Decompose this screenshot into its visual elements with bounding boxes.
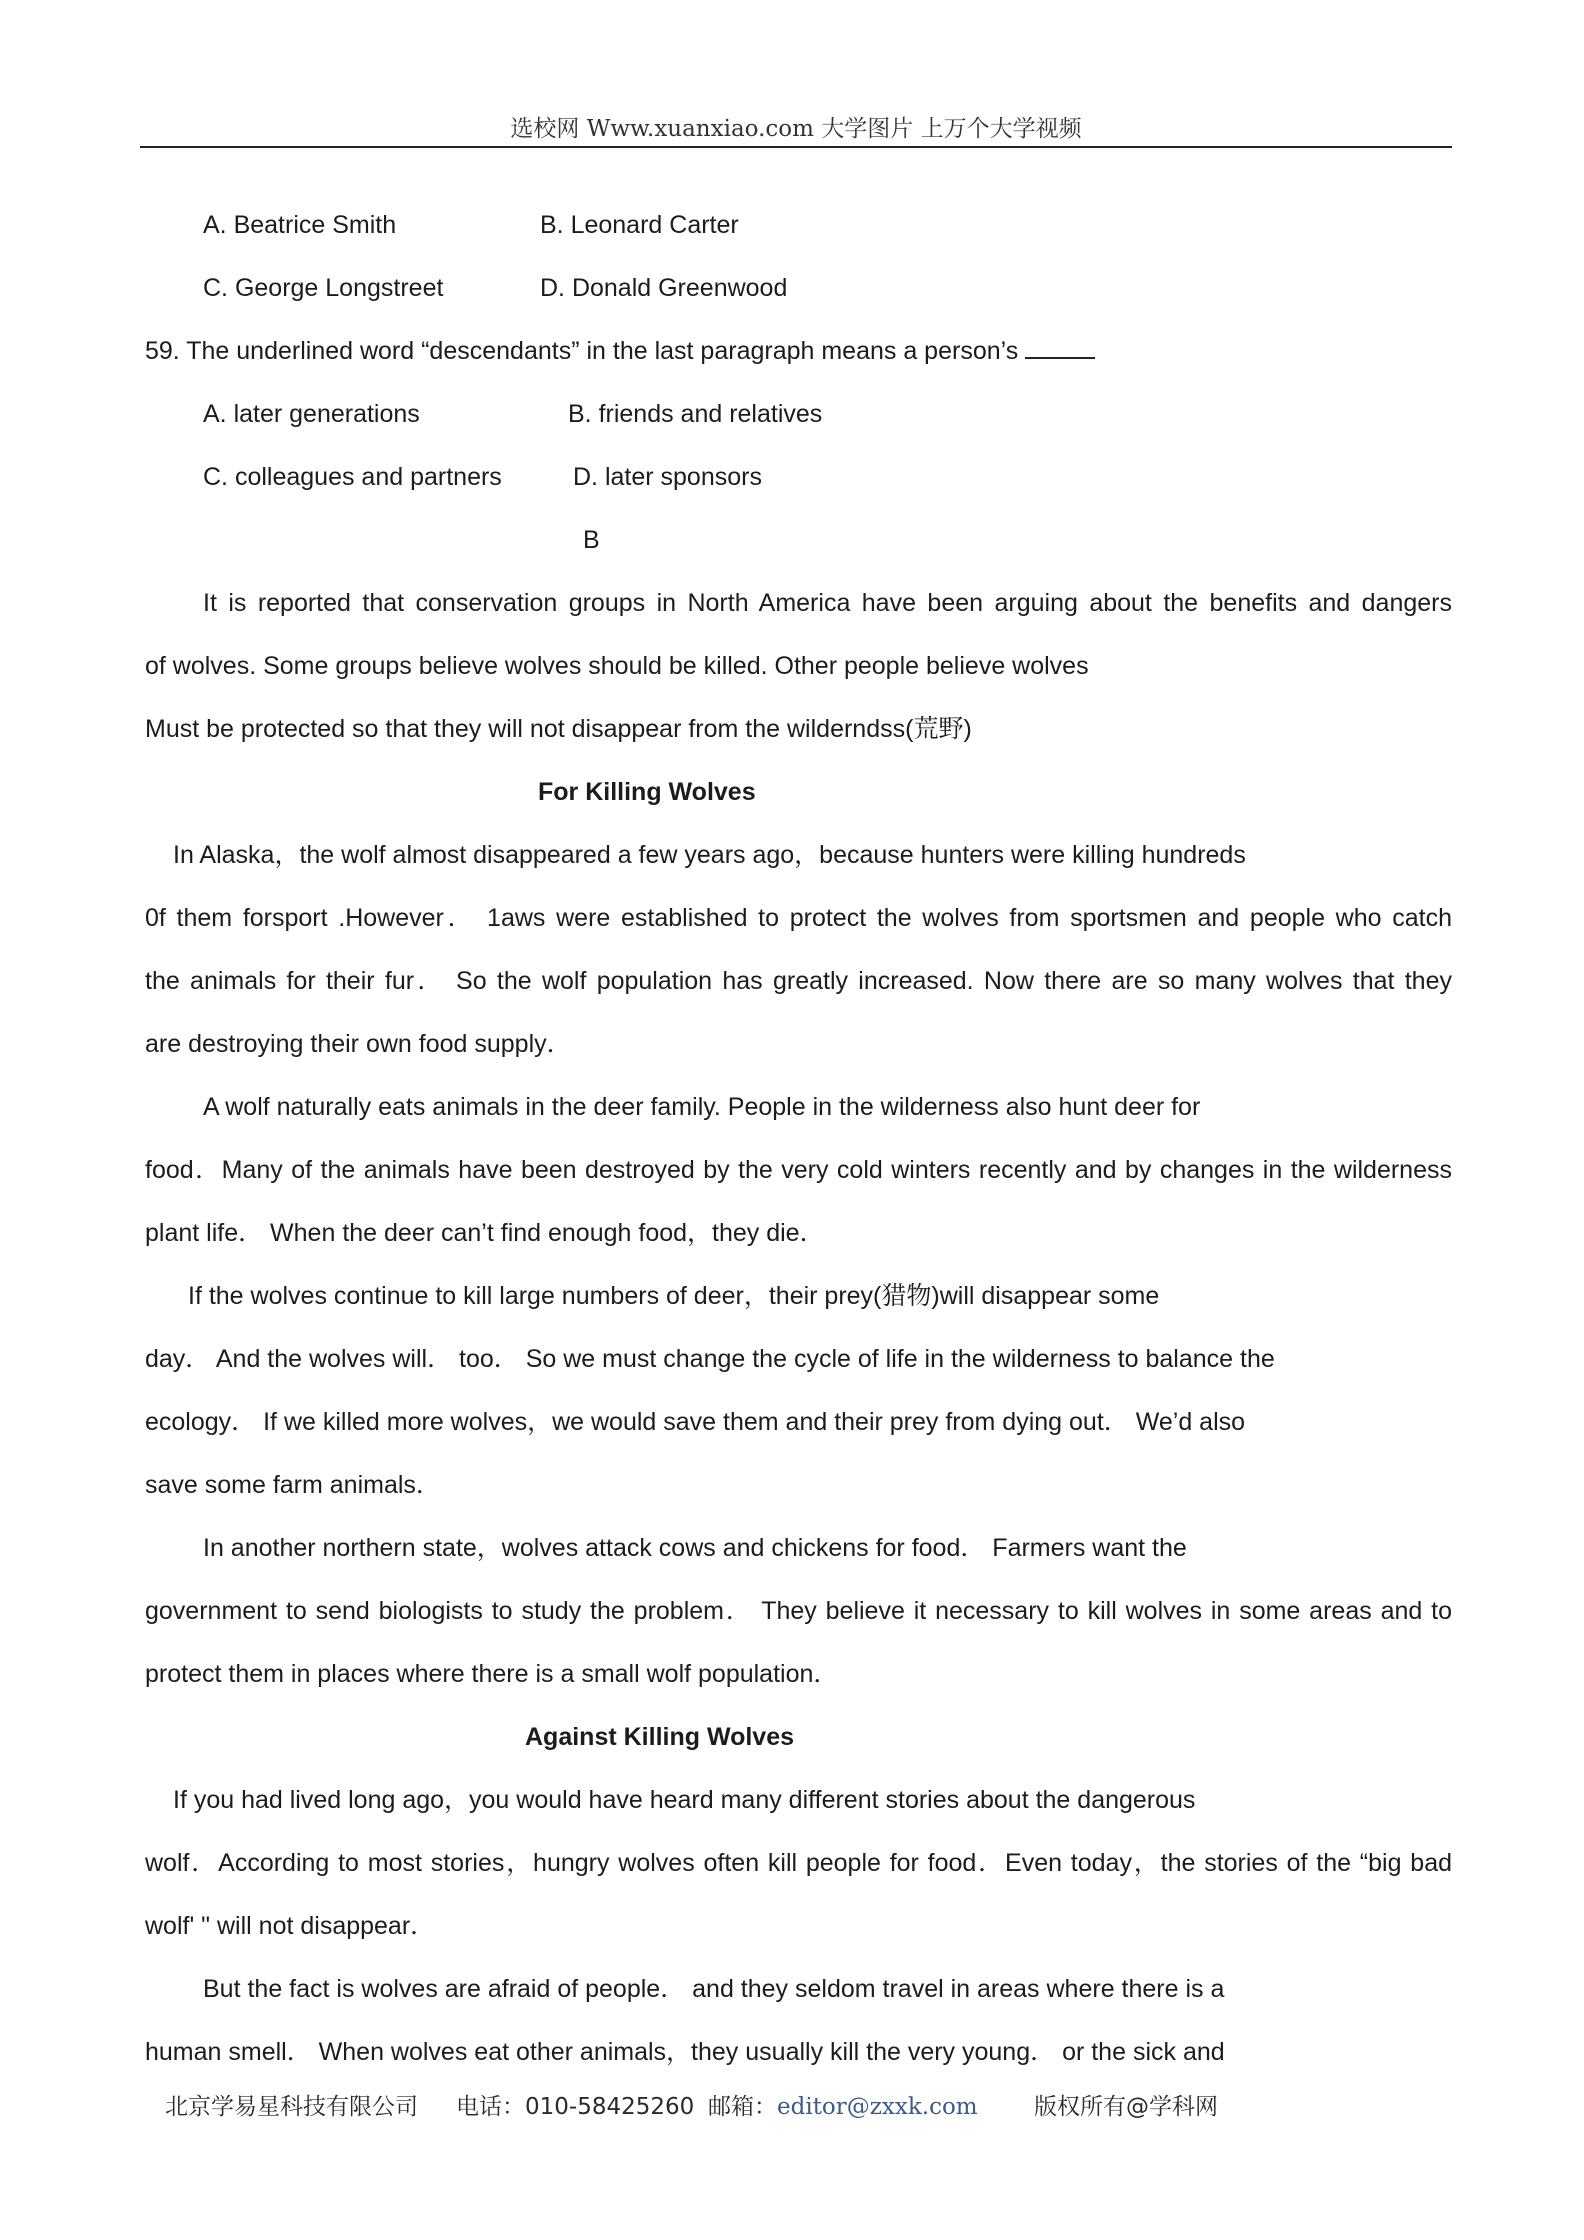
q58-option-b: B. Leonard Carter	[540, 211, 739, 239]
for-line-13: government to send biologists to study the problem． They believe it necessary to kill wolves in some areas and to	[145, 1597, 1452, 1625]
footer-email-block	[708, 2088, 978, 2121]
section-label: B	[583, 526, 600, 554]
against-line-1: If you had lived long ago，you would have heard many different stories about the dangerous	[173, 1786, 1196, 1814]
heading-against-killing: Against Killing Wolves	[525, 1723, 795, 1751]
q58-option-a: A. Beatrice Smith	[203, 211, 397, 239]
header-divider	[140, 146, 1452, 148]
for-line-14: protect them in places where there is a small wolf population．	[145, 1660, 839, 1688]
for-line-3: the animals for their fur． So the wolf population has greatly increased. Now there are so many wolves that they	[145, 967, 1452, 995]
for-line-4: are destroying their own food supply．	[145, 1030, 572, 1058]
against-line-3: wolf' " will not disappear．	[145, 1912, 436, 1940]
for-line-7: plant life． When the deer can’t find enough food，they die．	[145, 1219, 825, 1247]
q59-option-c: C. colleagues and partners	[203, 463, 502, 491]
gloss-prey: 猎物	[881, 1281, 932, 1310]
for-line-5: A wolf naturally eats animals in the deer family. People in the wilderness also hunt deer for	[203, 1093, 1201, 1121]
for-line-11: save some farm animals．	[145, 1471, 441, 1499]
answer-blank	[1025, 337, 1095, 359]
q59-option-d: D. later sponsors	[573, 463, 762, 491]
for-line-8-text: If the wolves continue to kill large numbers of deer，their prey(	[188, 1282, 882, 1310]
against-line-5: human smell． When wolves eat other animals，they usually kill the very young． or the sick and	[145, 2038, 1225, 2066]
for-line-8-rest: )will disappear some	[931, 1282, 1160, 1310]
q59-option-a: A. later generations	[203, 400, 420, 428]
for-line-6: food．Many of the animals have been destroyed by the very cold winters recently and by changes in the wilderness	[145, 1156, 1452, 1184]
footer-email-label: 邮箱：	[708, 2094, 777, 2120]
for-line-12: In another northern state，wolves attack cows and chickens for food． Farmers want the	[203, 1534, 1187, 1562]
gloss-wilderness: 荒野	[913, 714, 964, 743]
against-line-2: wolf．According to most stories，hungry wolves often kill people for food．Even today，the stories of the “big bad	[145, 1849, 1452, 1877]
for-line-10: ecology． If we killed more wolves，we would save them and their prey from dying out． We’d also	[145, 1408, 1246, 1436]
footer-copyright: 版权所有@学科网	[1034, 2094, 1218, 2120]
footer-email: editor@zxxk.com	[777, 2094, 978, 2120]
for-line-1: In Alaska，the wolf almost disappeared a few years ago，because hunters were killing hundreds	[173, 841, 1246, 869]
gloss-close: )	[963, 715, 972, 743]
intro-line-3-text: Must be protected so that they will not disappear from the wilderndss(	[145, 715, 914, 743]
for-line-8	[188, 1281, 1159, 1311]
q58-option-c: C. George Longstreet	[203, 274, 444, 302]
intro-line-3	[145, 714, 972, 744]
q58-option-d: D. Donald Greenwood	[540, 274, 788, 302]
against-line-4: But the fact is wolves are afraid of people． and they seldom travel in areas where there is a	[203, 1975, 1225, 2003]
for-line-2: 0f them forsport .However． 1aws were established to protect the wolves from sportsmen and people who catch	[145, 904, 1452, 932]
page-header: 选校网 Www.xuanxiao.com 大学图片 上万个大学视频	[510, 116, 1082, 142]
q59-stem-text: 59. The underlined word “descendants” in the last paragraph means a person’s	[145, 337, 1019, 365]
footer-company: 北京学易星科技有限公司	[165, 2094, 418, 2120]
footer-phone: 电话：010-58425260	[456, 2094, 695, 2120]
intro-line-2: of wolves. Some groups believe wolves should be killed. Other people believe wolves	[145, 652, 1089, 680]
for-line-9: day． And the wolves will． too． So we must change the cycle of life in the wilderness to balance the	[145, 1345, 1275, 1373]
q59-option-b: B. friends and relatives	[568, 400, 823, 428]
heading-for-killing: For Killing Wolves	[538, 778, 756, 806]
intro-line-1: It is reported that conservation groups in North America have been arguing about the benefits and dangers	[203, 589, 1452, 617]
q59-stem	[145, 336, 1095, 366]
